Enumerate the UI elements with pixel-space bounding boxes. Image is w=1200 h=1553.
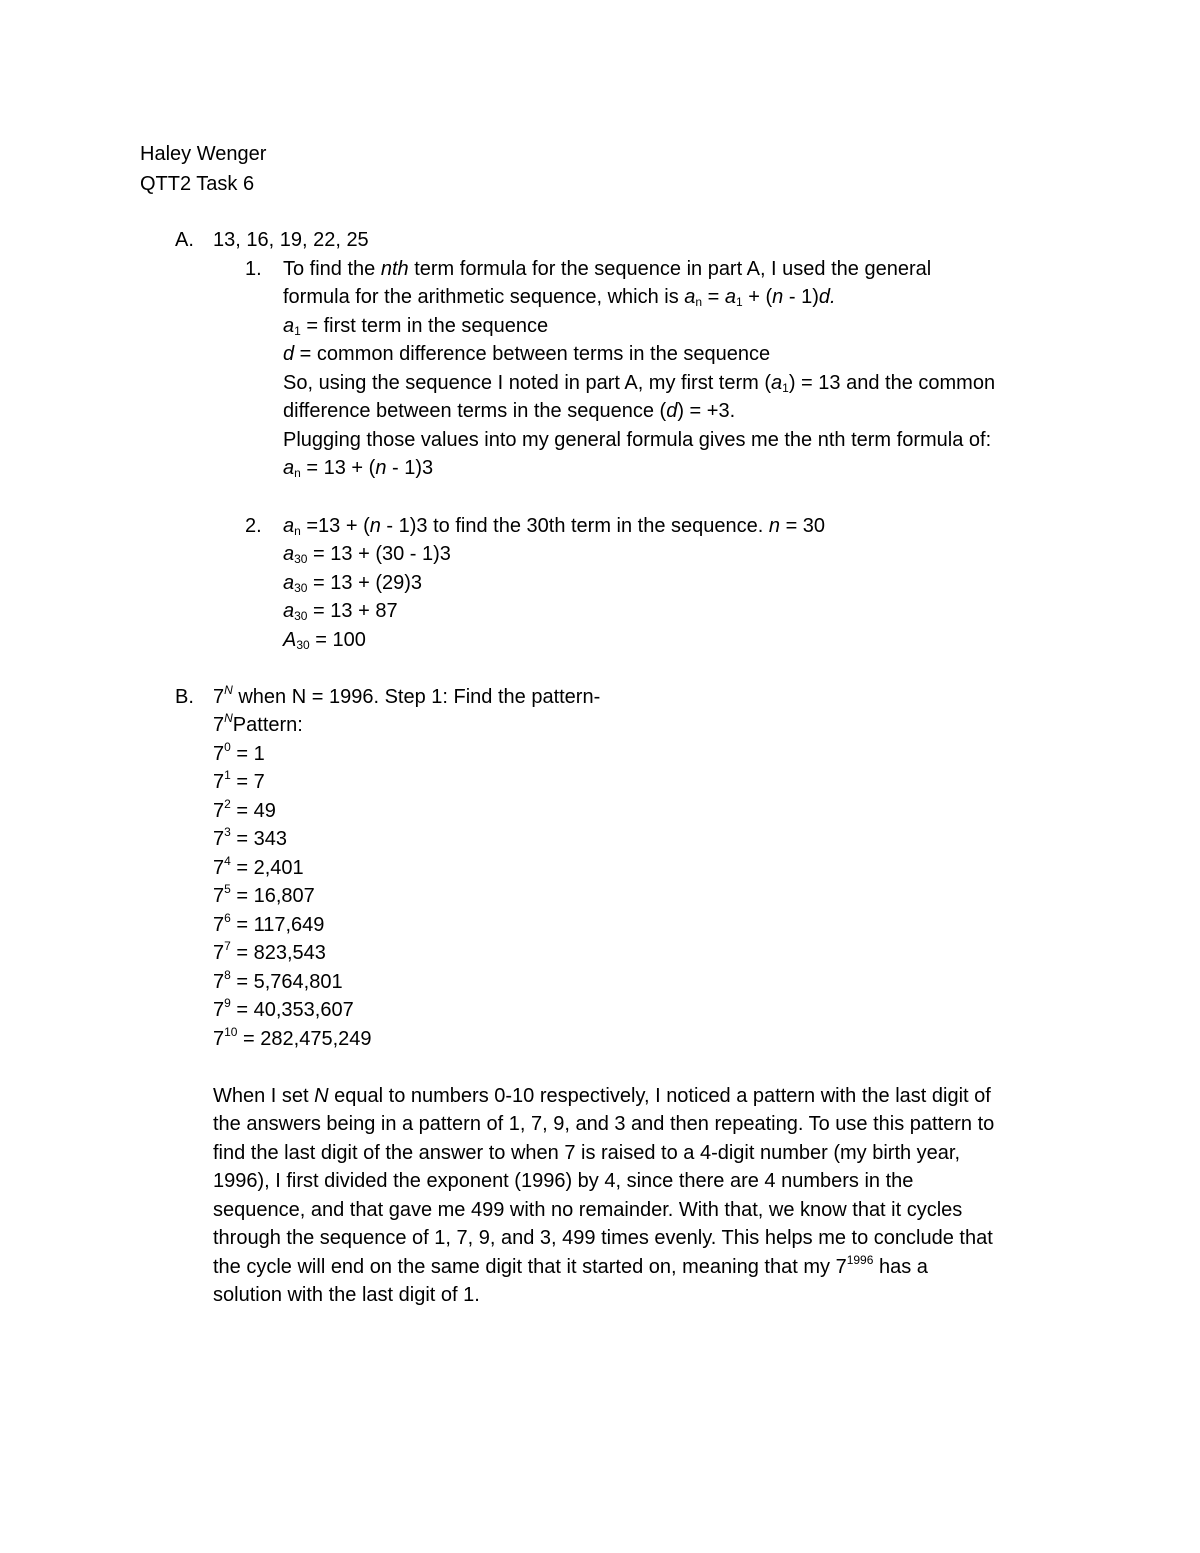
part-a-sequence: 13, 16, 19, 22, 25 — [213, 229, 369, 251]
q2-step-4: $A_{30} = 100$ — [283, 629, 366, 652]
power-row: $7^6 = 117,649$ — [213, 911, 325, 936]
power-row: $7^0 = 1$ — [213, 740, 265, 765]
paragraph-line-7: the cycle will end on the same digit that it started on, meaning that my $7^{1996}$ has a — [213, 1253, 928, 1278]
paragraph-line-5: sequence, and that gave me 499 with no remainder. With that, we know that it cycles — [213, 1199, 963, 1221]
q1-line-6: difference between terms in the sequence (d) = +3. — [283, 400, 736, 422]
power-row: $7^5 = 16,807$ — [213, 882, 315, 907]
q1-nth-term-formula: $a_n = 13 + (n - 1)3$ — [283, 457, 434, 480]
power-row: $7^1 = 7$ — [213, 768, 265, 793]
author-name: Haley Wenger — [140, 143, 267, 165]
q1-line-1: To find the nth term formula for the sequence in part A, I used the general — [283, 258, 932, 280]
paragraph-line-6: through the sequence of 1, 7, 9, and 3, 499 times evenly. This helps me to conclude that — [213, 1227, 993, 1249]
q2-line-1: $a_n =13 + (n - 1)3$ to find the 30th term in the sequence. n = 30 — [283, 515, 826, 538]
power-row: $7^{10} = 282,475,249$ — [213, 1025, 372, 1050]
course-title: QTT2 Task 6 — [140, 173, 255, 195]
paragraph-line-4: 1996), I first divided the exponent (1996) by 4, since there are 4 numbers in the — [213, 1170, 914, 1192]
q2-step-3: $a_{30} = 13 + 87$ — [283, 600, 398, 623]
power-row: $7^8 = 5,764,801$ — [213, 968, 343, 993]
q1-d-definition: d = common difference between terms in the sequence — [283, 343, 771, 365]
q1-line-2-general-formula: formula for the arithmetic sequence, which is $a_n = a_1 + (n - 1)d$. — [283, 286, 836, 309]
part-a-marker: A. — [175, 229, 194, 251]
power-row: $7^4 = 2,401$ — [213, 854, 304, 879]
part-b-marker: B. — [175, 686, 194, 708]
pattern-label: $7^NPattern$: — [213, 711, 303, 736]
power-row: $7^3 = 343$ — [213, 825, 287, 850]
paragraph-line-3: find the last digit of the answer to when 7 is raised to a 4-digit number (my birth year, — [213, 1142, 961, 1164]
paragraph-line-8: solution with the last digit of 1. — [213, 1284, 480, 1306]
power-row: $7^9 = 40,353,607$ — [213, 996, 354, 1021]
q1-a1-definition: $a_1$ = first term in the sequence — [283, 315, 549, 338]
q1-line-7: Plugging those values into my general formula gives me the nth term formula of: — [283, 429, 992, 451]
q2-number: 2. — [245, 515, 262, 537]
part-b-intro: $7^N$ when N = 1996. Step 1: Find the pattern- — [213, 683, 601, 708]
q1-line-5: So, using the sequence I noted in part A, my first term $(a_1) = 13$ and the common — [283, 372, 996, 395]
power-row: $7^2 = 49$ — [213, 797, 276, 822]
power-row: $7^7 = 823,543$ — [213, 939, 326, 964]
q1-number: 1. — [245, 258, 262, 280]
paragraph-line-2: the answers being in a pattern of 1, 7, 9, and 3 and then repeating. To use this pattern to — [213, 1113, 995, 1135]
q2-step-2: $a_{30} = 13 + (29)3$ — [283, 572, 423, 595]
q2-step-1: $a_{30} = 13 + (30 - 1)3$ — [283, 543, 451, 566]
paragraph-line-1: When I set N equal to numbers 0-10 respectively, I noticed a pattern with the last digit of — [213, 1085, 991, 1107]
